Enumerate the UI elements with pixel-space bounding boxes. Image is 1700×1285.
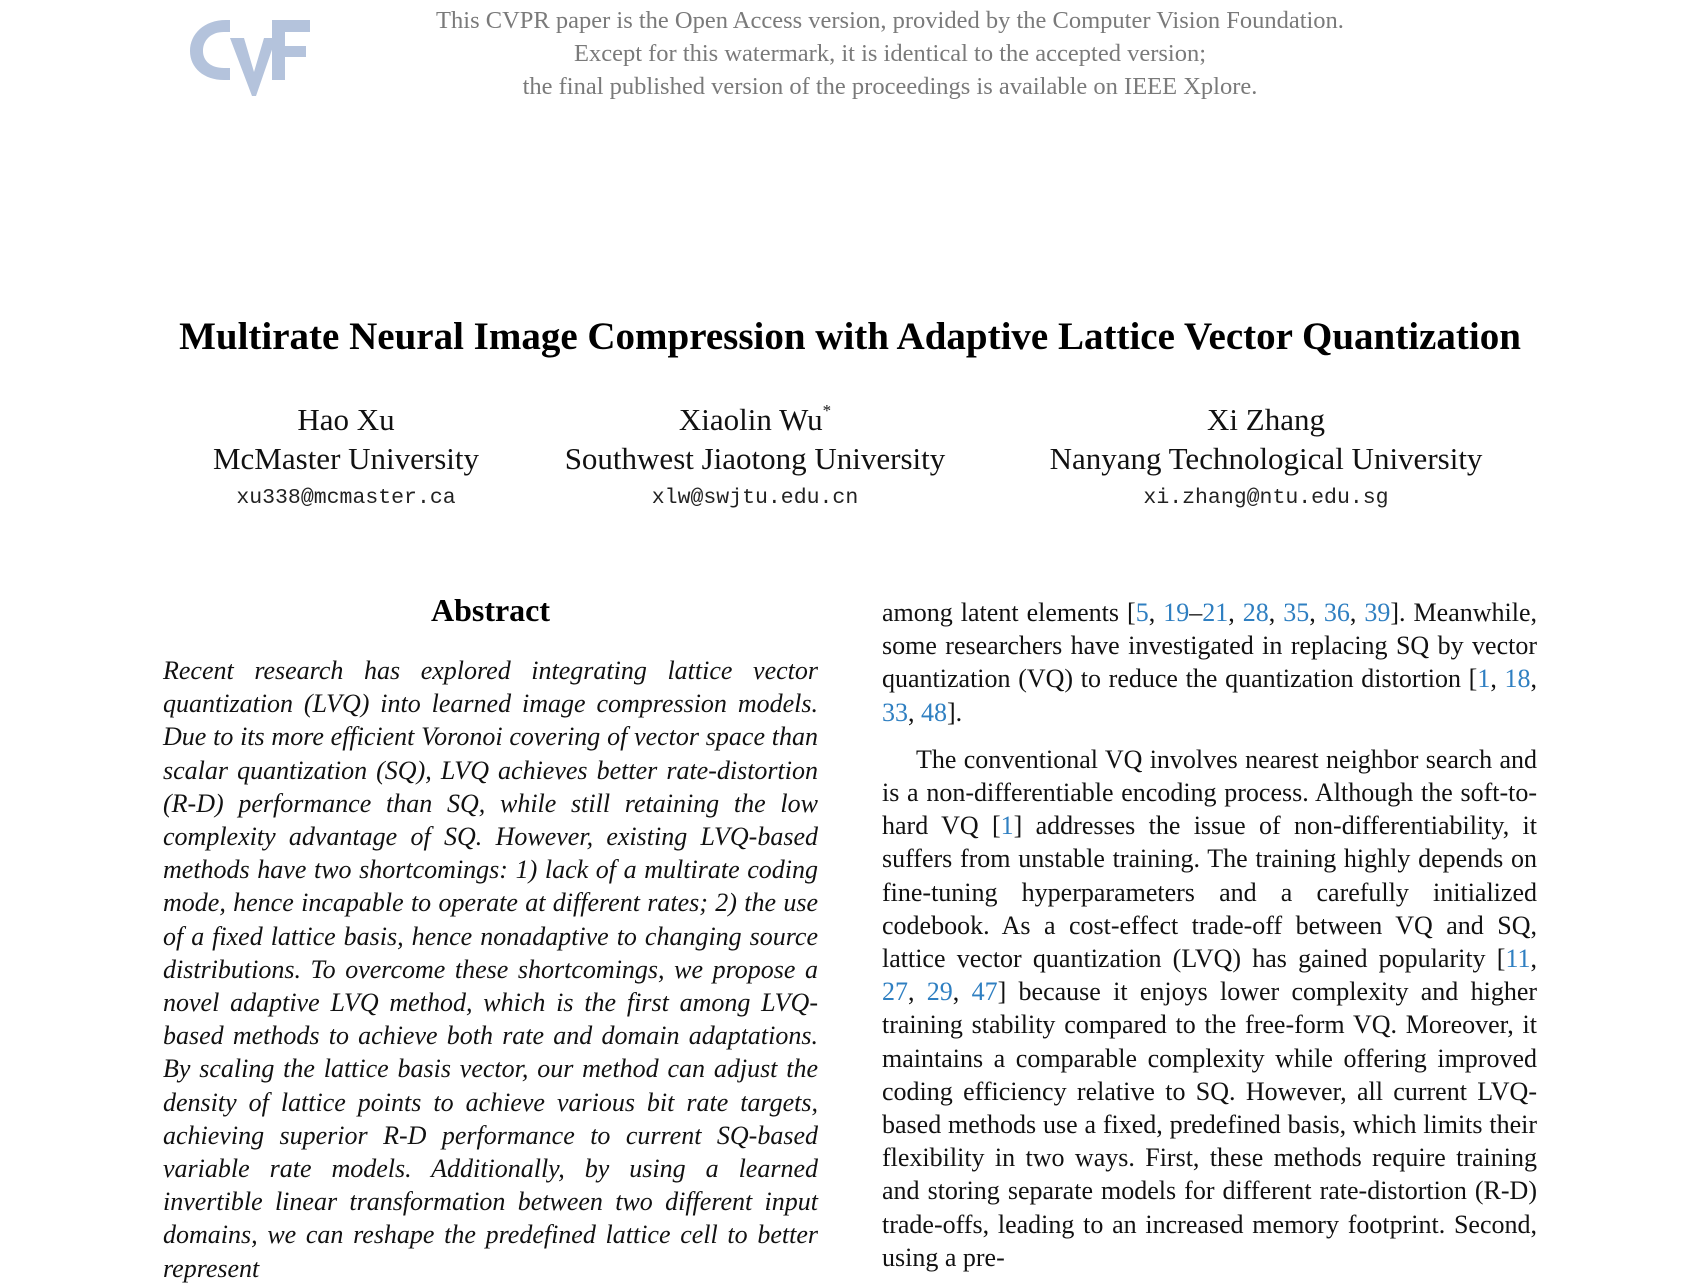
citation-link[interactable]: 35 (1283, 598, 1310, 627)
author-block (1006, 400, 1526, 513)
citation-link[interactable]: 28 (1242, 598, 1269, 627)
watermark-line: the final published version of the proceedings is available on IEEE Xplore. (522, 73, 1258, 100)
paper-title: Multirate Neural Image Compression with Adaptive Lattice Vector Quantization (179, 315, 1521, 359)
citation-link[interactable]: 19 (1163, 598, 1190, 627)
author-block (495, 400, 1015, 513)
abstract-text: Recent research has explored integrating lattice vector quantization (LVQ) into learned image compression models. Due to its more efficient Voronoi covering of vector space than scalar quantization (SQ), LVQ achieves better rate-distortion (R-D) performance than SQ, while still retaining the low complexity advantage of SQ. However, existing LVQ-based methods have two shortcomings: 1) lack of a multirate coding mode, hence incapable to operate at different rates; 2) the use of a fixed lattice basis, hence nonadaptive to changing source distributions. To overcome these shortcomings, we propose a novel adaptive LVQ method, which is the first among LVQ-based methods to achieve both rate and domain adaptations. By scaling the lattice basis vector, our method can adjust the density of lattice points to achieve various bit rate targets, achieving superior R-D performance to current SQ-based variable rate models. Additionally, by using a learned invertible linear transformation between two different input domains, we can reshape the predefined lattice cell to better represent (163, 656, 818, 1283)
author-email[interactable]: xi.zhang@ntu.edu.sg (1143, 486, 1389, 510)
citation-link[interactable]: 47 (971, 977, 998, 1007)
corresponding-author-mark: * (822, 401, 832, 420)
citation-link[interactable]: 33 (882, 697, 908, 727)
citation-link[interactable]: 29 (926, 977, 953, 1007)
intro-paragraph: among latent elements [5, 19–21, 28, 35, 36, 39]. Meanwhile, some researchers have investigated in replacing SQ by vector quantization (VQ) to reduce the quantization distortion [1, 18, 33, 48]. (882, 598, 1537, 727)
right-column (882, 596, 1537, 1274)
citation-link[interactable]: 48 (921, 697, 947, 727)
author-name: Hao Xu (297, 402, 395, 437)
author-affiliation: Nanyang Technological University (1049, 441, 1483, 476)
intro-paragraph: The conventional VQ involves nearest neighbor search and is a non-differentiable encoding process. Although the soft-to-hard VQ [1] addresses the issue of non-differentiability, it suffers from unstable training. The training highly depends on fine-tuning hyperparameters and a carefully initialized codebook. As a cost-effect trade-off between VQ and SQ, lattice vector quantization (LVQ) has gained popularity [11, 27, 29, 47] because it enjoys lower complexity and higher training stability compared to the free-form VQ. Moreover, it maintains a comparable complexity while offering improved coding efficiency relative to SQ. However, all current LVQ-based methods use a fixed, predefined basis, which limits their flexibility in two ways. First, these methods require training and storing separate models for different rate-distortion (R-D) trade-offs, leading to an increased memory footprint. Second, using a pre- (882, 744, 1538, 1272)
author-affiliation: Southwest Jiaotong University (564, 441, 946, 476)
citation-link[interactable]: 39 (1364, 598, 1391, 627)
citation-link[interactable]: 1 (1000, 811, 1014, 841)
watermark-line: Except for this watermark, it is identical to the accepted version; (573, 40, 1206, 67)
citation-link[interactable]: 1 (1477, 664, 1491, 694)
citation-link[interactable]: 36 (1323, 598, 1350, 627)
citation-link[interactable]: 21 (1202, 598, 1229, 627)
open-access-watermark (330, 4, 1450, 103)
author-name: Xiaolin Wu* (678, 401, 832, 437)
author-email[interactable]: xu338@mcmaster.ca (236, 486, 456, 510)
watermark-line: This CVPR paper is the Open Access version, provided by the Computer Vision Foundation. (436, 7, 1344, 34)
citation-link[interactable]: 27 (882, 977, 908, 1007)
citation-link[interactable]: 5 (1135, 598, 1149, 627)
author-email[interactable]: xlw@swjtu.edu.cn (651, 486, 859, 510)
abstract-heading: Abstract (430, 592, 551, 628)
author-name: Xi Zhang (1207, 402, 1325, 437)
author-affiliation: McMaster University (212, 441, 480, 476)
citation-link[interactable]: 18 (1504, 664, 1531, 694)
cvf-logo-icon (186, 14, 310, 96)
left-column (163, 590, 818, 1285)
citation-link[interactable]: 11 (1505, 944, 1531, 974)
